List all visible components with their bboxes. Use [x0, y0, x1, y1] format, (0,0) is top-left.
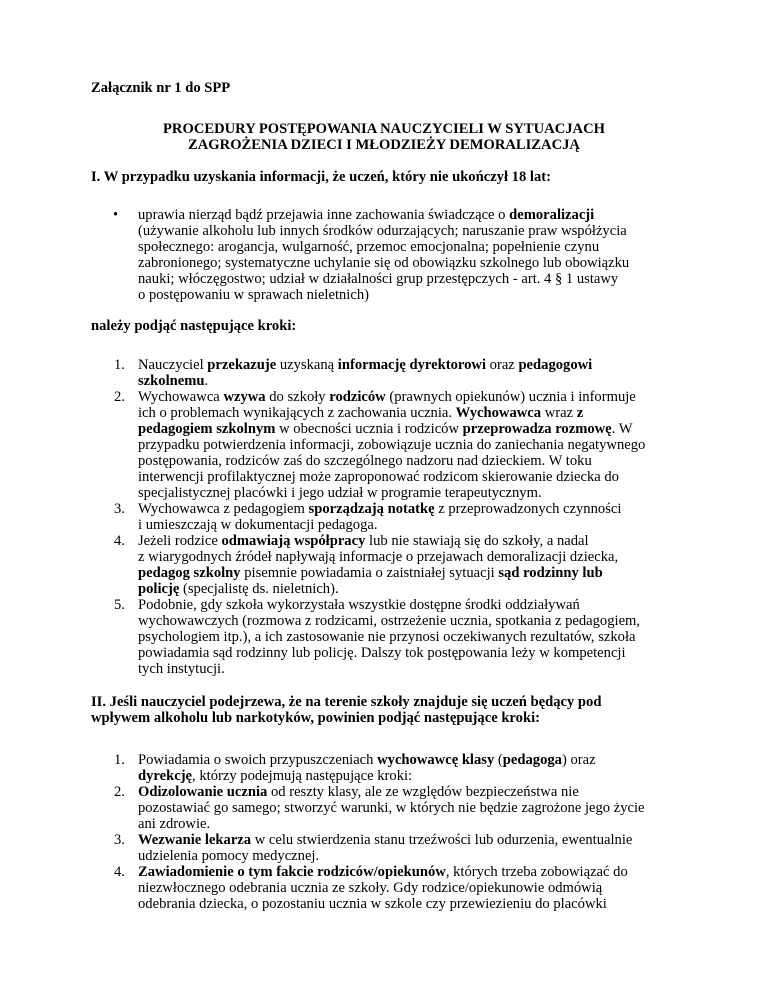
list-number: 3. — [114, 501, 125, 517]
list-item: Zawiadomienie o tym fakcie rodziców/opiekunów, których trzeba zobowiązać do — [138, 864, 628, 880]
list-item: policję (specjalistę ds. nieletnich). — [138, 581, 339, 597]
bullet-icon: • — [113, 207, 119, 223]
section-1-heading: I. W przypadku uzyskania informacji, że uczeń, który nie ukończył 18 lat: — [91, 169, 551, 185]
list-item: ani zdrowie. — [138, 816, 211, 832]
list-item: pozostawiać go samego; stworzyć warunki, w których nie będzie zagrożone jego życie — [138, 800, 645, 816]
list-number: 1. — [114, 752, 125, 768]
section-2-heading: wpływem alkoholu lub narkotyków, powinien podjąć następujące kroki: — [91, 710, 540, 726]
list-number: 1. — [114, 357, 125, 373]
bullet-line: o postępowaniu w sprawach nieletnich) — [138, 287, 369, 303]
list-number: 2. — [114, 784, 125, 800]
list-item: Wychowawca z pedagogiem sporządzają notatkę z przeprowadzonych czynności — [138, 501, 622, 517]
list-number: 5. — [114, 597, 125, 613]
list-item: specjalistycznej placówki i jego udział w programie terapeutycznym. — [138, 485, 542, 501]
list-item: odebrania dziecka, o pozostaniu ucznia w szkole czy przewiezieniu do placówki — [138, 896, 607, 912]
list-item: przypadku potwierdzenia informacji, zobowiązuje ucznia do zaniechania negatywnego — [138, 437, 646, 453]
list-number: 3. — [114, 832, 125, 848]
title-line-2: ZAGROŻENIA DZIECI I MŁODZIEŻY DEMORALIZACJĄ — [188, 137, 580, 153]
list-number: 4. — [114, 533, 125, 549]
list-item: Wezwanie lekarza w celu stwierdzenia stanu trzeźwości lub odurzenia, ewentualnie — [138, 832, 633, 848]
list-item: powiadamia sąd rodzinny lub policję. Dalszy tok postępowania leży w kompetencji — [138, 645, 626, 661]
section-2-heading: II. Jeśli nauczyciel podejrzewa, że na terenie szkoły znajduje się uczeń będący pod — [91, 694, 602, 710]
list-item: pedagogiem szkolnym w obecności ucznia i rodziców przeprowadza rozmowę. W — [138, 421, 633, 437]
list-item: Jeżeli rodzice odmawiają współpracy lub nie stawiają się do szkoły, a nadal — [138, 533, 589, 549]
annex-label: Załącznik nr 1 do SPP — [91, 80, 231, 96]
bullet-line: (używanie alkoholu lub innych środków odurzających; naruszanie praw współżycia — [138, 223, 627, 239]
list-item: Powiadamia o swoich przypuszczeniach wychowawcę klasy (pedagoga) oraz — [138, 752, 596, 768]
bullet-line: nauki; włóczęgostwo; udział w działalności grup przestępczych - art. 4 § 1 ustawy — [138, 271, 619, 287]
bullet-line: społecznego: arogancja, wulgarność, przemoc emocjonalna; popełnienie czynu — [138, 239, 600, 255]
list-item: psychologiem itp.), a ich zastosowanie nie przynosi oczekiwanych rezultatów, szkoła — [138, 629, 636, 645]
list-item: udzielenia pomocy medycznej. — [138, 848, 320, 864]
bullet-line: zabronionego; systematyczne uchylanie się od obowiązku szkolnego lub obowiązku — [138, 255, 630, 271]
list-item: Wychowawca wzywa do szkoły rodziców (prawnych opiekunów) ucznia i informuje — [138, 389, 636, 405]
list-item: interwencji profilaktycznej może zaproponować rodzicom skierowanie dziecka do — [138, 469, 619, 485]
list-item: Podobnie, gdy szkoła wykorzystała wszystkie dostępne środki oddziaływań — [138, 597, 580, 613]
list-number: 2. — [114, 389, 125, 405]
list-item: Nauczyciel przekazuje uzyskaną informację dyrektorowi oraz pedagogowi — [138, 357, 593, 373]
list-item: i umieszczają w dokumentacji pedagoga. — [138, 517, 378, 533]
list-item: z wiarygodnych źródeł napływają informacje o przejawach demoralizacji dziecka, — [138, 549, 619, 565]
list-number: 4. — [114, 864, 125, 880]
list-item: pedagog szkolny pisemnie powiadamia o zaistniałej sytuacji sąd rodzinny lub — [138, 565, 603, 581]
list-item: niezwłocznego odebrania ucznia ze szkoły. Gdy rodzice/opiekunowie odmówią — [138, 880, 603, 896]
list-item: dyrekcję, którzy podejmują następujące kroki: — [138, 768, 413, 784]
steps-heading: należy podjąć następujące kroki: — [91, 318, 297, 334]
list-item: wychowawczych (rozmowa z rodzicami, ostrzeżenie ucznia, spotkania z pedagogiem, — [138, 613, 641, 629]
bullet-line: uprawia nierząd bądź przejawia inne zachowania świadczące o demoralizacji — [138, 207, 595, 223]
list-item: Odizolowanie ucznia od reszty klasy, ale ze względów bezpieczeństwa nie — [138, 784, 579, 800]
list-item: ich o problemach wynikających z zachowania ucznia. Wychowawca wraz z — [138, 405, 584, 421]
list-item: postępowania, rodziców zaś do szczególnego nadzoru nad dzieckiem. W toku — [138, 453, 592, 469]
list-item: szkolnemu. — [138, 373, 209, 389]
title-line-1: PROCEDURY POSTĘPOWANIA NAUCZYCIELI W SYTUACJACH — [163, 121, 605, 137]
list-item: tych instytucji. — [138, 661, 225, 677]
